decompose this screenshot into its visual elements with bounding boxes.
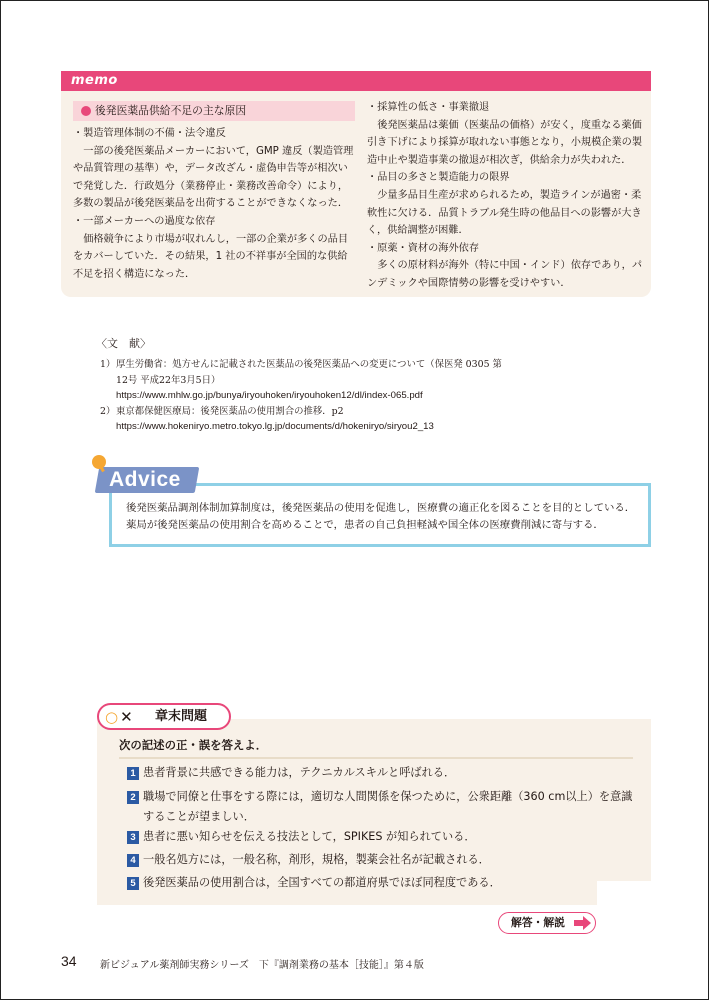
pushpin-icon [92,455,106,469]
quiz-question [127,850,639,870]
question-number-badge: 1 [127,767,139,780]
quiz-instruction: 次の記述の正・誤を答えよ． [119,738,268,752]
memo-heading [73,101,355,121]
question-number-badge: 3 [127,831,139,844]
reference-text: 厚生労働省：処方せんに記載された医薬品の後発医薬品への変更について（保医発 0305 第 [116,359,502,370]
quiz-question [127,873,639,893]
memo-bullet: ・製造管理体制の不備・法令違反 [73,128,226,139]
question-number-badge: 2 [127,791,139,804]
bullet-dot-icon [81,106,91,116]
reference-text: 東京都保健医療局：後発医薬品の使用割合の推移．p2 [116,405,344,417]
answer-button-label: 解答・解説 [511,916,565,929]
memo-paragraph: 後発医薬品は薬価（医薬品の価格）が安く，度重なる薬価引き下げにより採算が取れない事態となり，小規模企業の製造中止や製造事業の撤退が相次ぎ，供給余力が失われた． [367,119,643,166]
quiz-title: 章末問題 [155,709,208,724]
references-heading: 〈文 献〉 [96,337,151,350]
reference-url[interactable]: https://www.hokeniryo.metro.tokyo.lg.jp/documents/d/hokeniryo/siryou2_13 [116,421,434,432]
memo-left-column [73,101,355,283]
memo-paragraph: 一部の後発医薬品メーカーにおいて，GMP 違反（製造管理や品質管理の基準）や，データ改ざん・虚偽申告等が相次いで発覚した．行政処分（業務停止・業務改善命令）により，多数の製品が後発医薬品を出荷することができなくなった． [73,145,354,210]
memo-paragraph: 少量多品目生産が求められるため，製造ラインが過密・柔軟性に欠ける．品質トラブル発生時の他品目への影響が大きく，供給調整が困難． [367,189,642,237]
quiz-question [127,763,639,783]
quiz-divider [119,757,633,759]
reference-text: 12号 平成22年3月5日） [116,374,221,386]
arrow-right-icon [574,916,592,930]
memo-bullet: ・一部メーカーへの過度な依存 [73,215,216,227]
memo-bullet: ・品目の多さと製造能力の限界 [367,172,510,184]
question-number-badge: 5 [127,877,139,890]
cross-mark-icon: ✕ [120,708,133,726]
memo-right-column [367,99,643,293]
memo-heading-text: 後発医薬品供給不足の主な原因 [95,104,247,117]
reference-number: 1） [100,359,116,370]
memo-label: memo [61,71,651,91]
references-section [96,335,616,435]
memo-paragraph: 価格競争により市場が収れんし，一部の企業が多くの品目をカバーしていた．その結果，1 社の不祥事が全国的な供給不足を招く構造になった． [73,233,349,280]
page-number: 34 [61,953,77,969]
question-text: 患者に悪い知らせを伝える技法として，SPIKES が知られている． [143,830,476,843]
question-text: 職場で同僚と仕事をする際には，適切な人間関係を保つために，公衆距離（360 cm以上）を意識することが望ましい． [143,790,633,823]
memo-box [61,71,651,297]
question-text: 患者背景に共感できる能力は，テクニカルスキルと呼ばれる． [143,766,456,779]
quiz-ox-icon [105,706,133,728]
advice-text: 後発医薬品調剤体制加算制度は，後発医薬品の使用を促進し，医療費の適正化を図ることを目的としている．薬局が後発医薬品の使用割合を高めることで，患者の自己負担軽減や国全体の医療費削減に寄与する． [126,502,636,532]
reference-item [96,357,616,404]
series-title: 新ビジュアル薬剤師実務シリーズ 下『調剤業務の基本［技能］』第４版 [100,960,424,971]
reference-url[interactable]: https://www.mhlw.go.jp/bunya/iryouhoken/iryouhoken12/dl/index-065.pdf [116,390,423,401]
question-text: 後発医薬品の使用割合は，全国すべての都道府県でほぼ同程度である． [143,876,501,889]
memo-bullet: ・採算性の低さ・事業撤退 [367,102,490,113]
reference-number: 2） [100,405,116,417]
memo-bullet: ・原薬・資材の海外依存 [367,242,480,254]
reference-item [96,404,616,435]
memo-paragraph: 多くの原材料が海外（特に中国・インド）依存であり，パンデミックや国際情勢の影響を受けやすい． [367,260,643,289]
quiz-question [127,787,639,827]
question-text: 一般名処方には，一般名称，剤形，規格，製薬会社名が記載される． [143,853,490,866]
advice-label: Advice [109,468,181,491]
question-number-badge: 4 [127,854,139,867]
circle-mark-icon: ○ [105,708,119,726]
quiz-question [127,827,639,847]
